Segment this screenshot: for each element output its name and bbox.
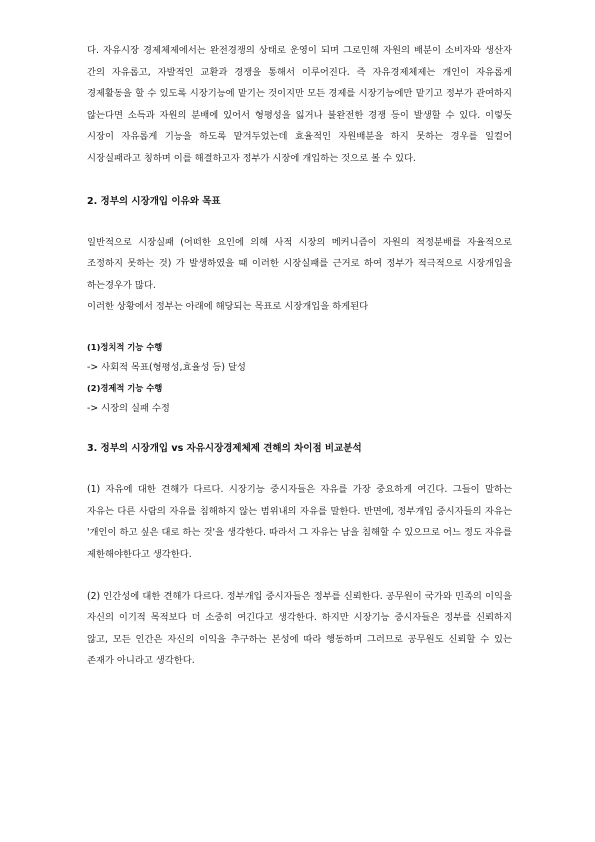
goal-1-title: (1)정치적 기능 수행 <box>87 341 163 352</box>
document-page <box>87 40 512 672</box>
goal-2-text: -> 시장의 실패 수정 <box>87 402 170 414</box>
goal-2-title: (2)경제적 기능 수행 <box>87 382 163 393</box>
section3-paragraph-1: (1) 자유에 대한 견해가 다르다. 시장기능 중시자들은 자유를 가장 중요하게 여긴다. 그들이 말하는 자유는 다른 사람의 자유를 침해하지 않는 범위내의 자유를 말한다. 반면에, 정부개입 중시자들의 자유는 '개인이 하고 싶은 대로 하는 것'을 생각한다. 따라서 그 자유는 남을 침해할 수 있으므로 어느 정도 자유를 제한해야한다고 생각한다. <box>87 484 512 560</box>
intro-paragraph: 다. 자유시장 경제체제에서는 완전경쟁의 상태로 운영이 되며 그로인해 자원의 배분이 소비자와 생산자 간의 자유롭고, 자발적인 교환과 경쟁을 통해서 이루어진다. 즉 자유경제체제는 개인이 자유롭게 경제활동을 할 수 있도록 시장기능에 맡기는 것이지만 모든 경제를 시장기능에만 맡기고 정부가 관여하지 않는다면 소득과 자원의 분배에 있어서 형평성을 잃거나 불완전한 경쟁 등이 발생할 수 있다. 이렇듯 시장이 자유롭게 기능을 하도록 맡겨두었는데 효율적인 자원배분을 하지 못하는 경우를 일컬어 시장실패라고 칭하며 이를 해결하고자 정부가 시장에 개입하는 것으로 볼 수 있다. <box>87 45 512 164</box>
section3-heading: 3. 정부의 시장개입 vs 자유시장경제체제 견해의 차이점 비교분석 <box>87 443 362 455</box>
section2-paragraph2: 이러한 상황에서 정부는 아래에 해당되는 목표로 시장개입을 하게된다 <box>87 301 369 313</box>
section2-paragraph: 일반적으로 시장실패 (어떠한 요인에 의해 사적 시장의 메커니즘이 자원의 적정분배를 자율적으로 조정하지 못하는 것) 가 발생하였을 때 이러한 시장실패를 근거로 하여 정부가 적극적으로 시장개입을 하는경우가 많다. <box>87 236 512 291</box>
section3-paragraph-2: (2) 인간성에 대한 견해가 다르다. 정부개입 중시자들은 정부를 신뢰한다. 공무원이 국가와 민족의 이익을 자신의 이기적 목적보다 더 소중히 여긴다고 생각한다. 하지만 시장기능 중시자들은 정부를 신뢰하지 않고, 모든 인간은 자신의 이익을 추구하는 본성에 따라 행동하며 그러므로 공무원도 신뢰할 수 있는 존재가 아니라고 생각한다. <box>87 590 512 667</box>
goal-1-text: -> 사회적 목표(형평성,효율성 등) 달성 <box>87 361 246 373</box>
section2-heading: 2. 정부의 시장개입 이유와 목표 <box>87 195 221 207</box>
